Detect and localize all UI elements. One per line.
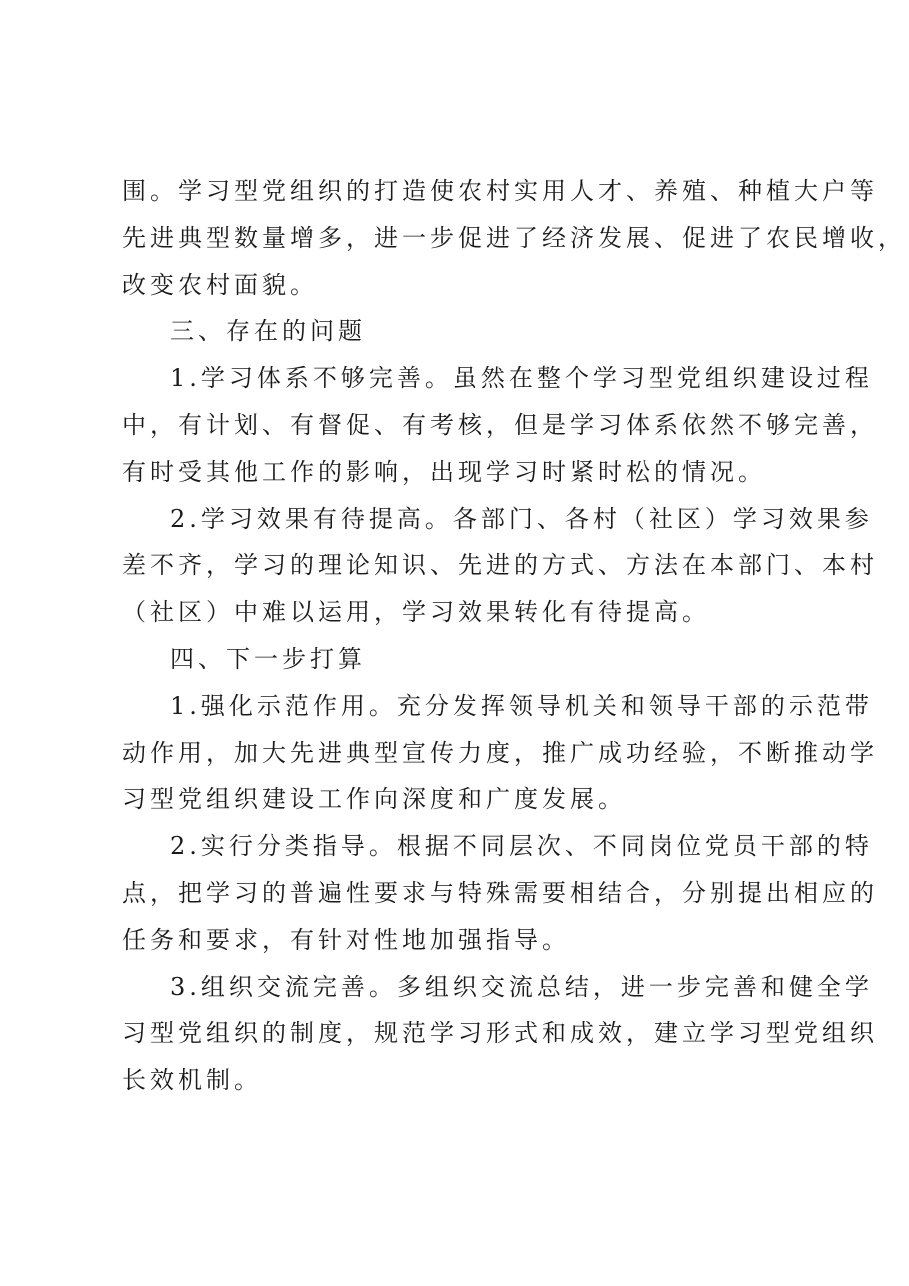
text-line: 差不齐，学习的理论知识、先进的方式、方法在本部门、本村 bbox=[122, 551, 878, 580]
text-line: 2.学习效果有待提高。各部门、各村（社区）学习效果参 bbox=[170, 504, 873, 533]
paragraph-plan-2 bbox=[122, 823, 878, 963]
paragraph-continuation bbox=[122, 168, 906, 308]
text-line: 1.学习体系不够完善。虽然在整个学习型党组织建设过程 bbox=[170, 364, 873, 393]
text-line: 习型党组织建设工作向深度和广度发展。 bbox=[122, 785, 626, 814]
text-line: （社区）中难以运用，学习效果转化有待提高。 bbox=[122, 598, 710, 627]
text-line: 任务和要求，有针对性地加强指导。 bbox=[122, 925, 570, 954]
text-line: 有时受其他工作的影响，出现学习时紧时松的情况。 bbox=[122, 457, 766, 486]
heading-text: 三、存在的问题 bbox=[170, 317, 366, 346]
text-line: 先进典型数量增多，进一步促进了经济发展、促进了农民增收， bbox=[122, 223, 906, 252]
text-line: 2.实行分类指导。根据不同层次、不同岗位党员干部的特 bbox=[170, 832, 873, 861]
heading-text: 四、下一步打算 bbox=[170, 644, 366, 673]
paragraph-problem-1 bbox=[122, 355, 878, 495]
text-line: 动作用，加大先进典型宣传力度，推广成功经验，不断推动学 bbox=[122, 738, 878, 767]
document-body bbox=[122, 168, 906, 1104]
text-line: 习型党组织的制度，规范学习形式和成效，建立学习型党组织 bbox=[122, 1019, 878, 1048]
text-line: 围。学习型党组织的打造使农村实用人才、养殖、种植大户等 bbox=[122, 177, 878, 205]
text-line: 1.强化示范作用。充分发挥领导机关和领导干部的示范带 bbox=[170, 691, 873, 720]
text-line: 3.组织交流完善。多组织交流总结，进一步完善和健全学 bbox=[170, 972, 873, 1001]
text-line: 长效机制。 bbox=[122, 1066, 262, 1095]
paragraph-problem-2 bbox=[122, 496, 878, 636]
section-heading-problems bbox=[122, 308, 802, 355]
paragraph-plan-1 bbox=[122, 683, 878, 823]
paragraph-plan-3 bbox=[122, 964, 878, 1104]
text-line: 点，把学习的普遍性要求与特殊需要相结合，分别提出相应的 bbox=[122, 878, 878, 907]
text-line: 改变农村面貌。 bbox=[122, 270, 318, 299]
text-line: 中，有计划、有督促、有考核，但是学习体系依然不够完善， bbox=[122, 410, 878, 439]
section-heading-next-steps bbox=[122, 636, 802, 683]
